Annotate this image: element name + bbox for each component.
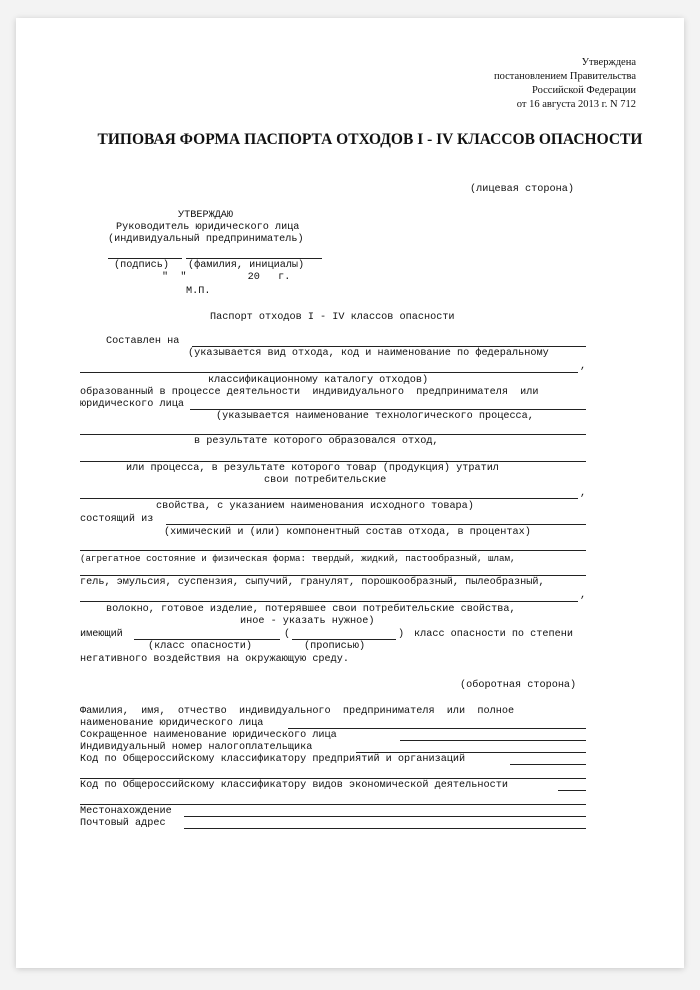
short-name-line bbox=[400, 740, 586, 741]
comma: , bbox=[580, 361, 587, 372]
approval-block bbox=[494, 56, 636, 112]
hint-state-4: иное - указать нужное) bbox=[240, 616, 375, 627]
fill-line bbox=[80, 498, 578, 499]
fio-text: Фамилия, имя, отчество индивидуального предпринимателя или полное bbox=[80, 706, 515, 717]
inn-label: Индивидуальный номер налогоплательщика bbox=[80, 742, 313, 753]
consisting-of-label: состоящий из bbox=[80, 514, 154, 525]
back-side-label: (оборотная сторона) bbox=[460, 680, 577, 691]
hint-catalog: классификационному каталогу отходов) bbox=[208, 375, 429, 386]
postal-label: Почтовый адрес bbox=[80, 818, 166, 829]
hint-state-3: волокно, готовое изделие, потерявшее свои потребительские свойства, bbox=[106, 604, 516, 615]
name-label: (фамилия, инициалы) bbox=[188, 260, 305, 271]
approve-date: " " 20 г. bbox=[162, 272, 291, 283]
approval-line: Утверждена bbox=[581, 57, 636, 68]
hazard-class-line bbox=[134, 639, 280, 640]
paren-open: ( bbox=[284, 629, 291, 640]
signature-line bbox=[108, 258, 182, 259]
short-name-label: Сокращенное наименование юридического лица bbox=[80, 730, 337, 741]
name-line bbox=[186, 258, 322, 259]
fill-line bbox=[80, 778, 586, 779]
okved-label: Код по Общероссийскому классификатору видов экономической деятельности bbox=[80, 780, 508, 791]
legal-entity-line bbox=[190, 409, 586, 410]
hazard-words-line bbox=[292, 639, 396, 640]
hint-process-4: свои потребительские bbox=[264, 475, 387, 486]
composition-line bbox=[166, 524, 586, 525]
hint-composition: (химический и (или) компонентный состав отхода, в процентах) bbox=[164, 527, 531, 538]
having-label: имеющий bbox=[80, 629, 123, 640]
negative-impact-text: негативного воздействия на окружающую среду. bbox=[80, 654, 349, 665]
composed-on-label: Составлен на bbox=[106, 336, 180, 347]
location-label: Местонахождение bbox=[80, 806, 172, 817]
approve-position-2: (индивидуальный предприниматель) bbox=[108, 234, 304, 245]
hint-waste-type: (указывается вид отхода, код и наименование по федеральному bbox=[188, 348, 549, 359]
fill-line bbox=[80, 461, 586, 462]
fill-line bbox=[80, 550, 586, 551]
document-title: ТИПОВАЯ ФОРМА ПАСПОРТА ОТХОДОВ I - IV КЛАССОВ ОПАСНОСТИ bbox=[97, 131, 643, 148]
comma: , bbox=[580, 590, 587, 601]
approve-heading: УТВЕРЖДАЮ bbox=[178, 210, 234, 221]
fio-line bbox=[288, 728, 586, 729]
fio-text-2: наименование юридического лица bbox=[80, 718, 264, 729]
stamp-label: М.П. bbox=[186, 286, 211, 297]
hint-process: (указывается наименование технологического процесса, bbox=[216, 411, 534, 422]
hint-process-3: или процесса, в результате которого товар (продукция) утратил bbox=[126, 463, 499, 474]
fill-line bbox=[80, 804, 586, 805]
fill-line bbox=[80, 601, 578, 602]
front-side-label: (лицевая сторона) bbox=[470, 184, 574, 195]
hint-class: (класс опасности) bbox=[148, 641, 252, 652]
postal-line bbox=[184, 828, 586, 829]
hint-process-2: в результате которого образовался отход, bbox=[194, 436, 439, 447]
having-label-2: класс опасности по степени bbox=[414, 629, 573, 640]
okpo-line bbox=[510, 764, 586, 765]
document-page bbox=[16, 18, 684, 968]
fill-line bbox=[80, 575, 586, 576]
waste-type-line bbox=[192, 346, 586, 347]
hint-state-2: гель, эмульсия, суспензия, сыпучий, гранулят, порошкообразный, пылеобразный, bbox=[80, 577, 545, 588]
sign-label: (подпись) bbox=[114, 260, 170, 271]
okved-line bbox=[558, 790, 586, 791]
approve-position: Руководитель юридического лица bbox=[116, 222, 300, 233]
location-line bbox=[184, 816, 586, 817]
hint-state: (агрегатное состояние и физическая форма: твердый, жидкий, пастообразный, шлам, bbox=[80, 553, 516, 564]
comma: , bbox=[580, 488, 587, 499]
formed-in-text: образованный в процессе деятельности индивидуального предпринимателя или bbox=[80, 387, 539, 398]
passport-title: Паспорт отходов I - IV классов опасности bbox=[210, 312, 455, 323]
paren-close: ) bbox=[398, 629, 405, 640]
okpo-label: Код по Общероссийскому классификатору предприятий и организаций bbox=[80, 754, 466, 765]
inn-line bbox=[356, 752, 586, 753]
approval-line: Российской Федерации bbox=[532, 85, 636, 96]
fill-line bbox=[80, 434, 586, 435]
approval-line: от 16 августа 2013 г. N 712 bbox=[516, 99, 636, 110]
formed-in-text-2: юридического лица bbox=[80, 399, 184, 410]
hint-words: (прописью) bbox=[304, 641, 366, 652]
hint-process-5: свойства, с указанием наименования исходного товара) bbox=[156, 501, 474, 512]
approval-line: постановлением Правительства bbox=[493, 71, 636, 82]
fill-line bbox=[80, 372, 578, 373]
